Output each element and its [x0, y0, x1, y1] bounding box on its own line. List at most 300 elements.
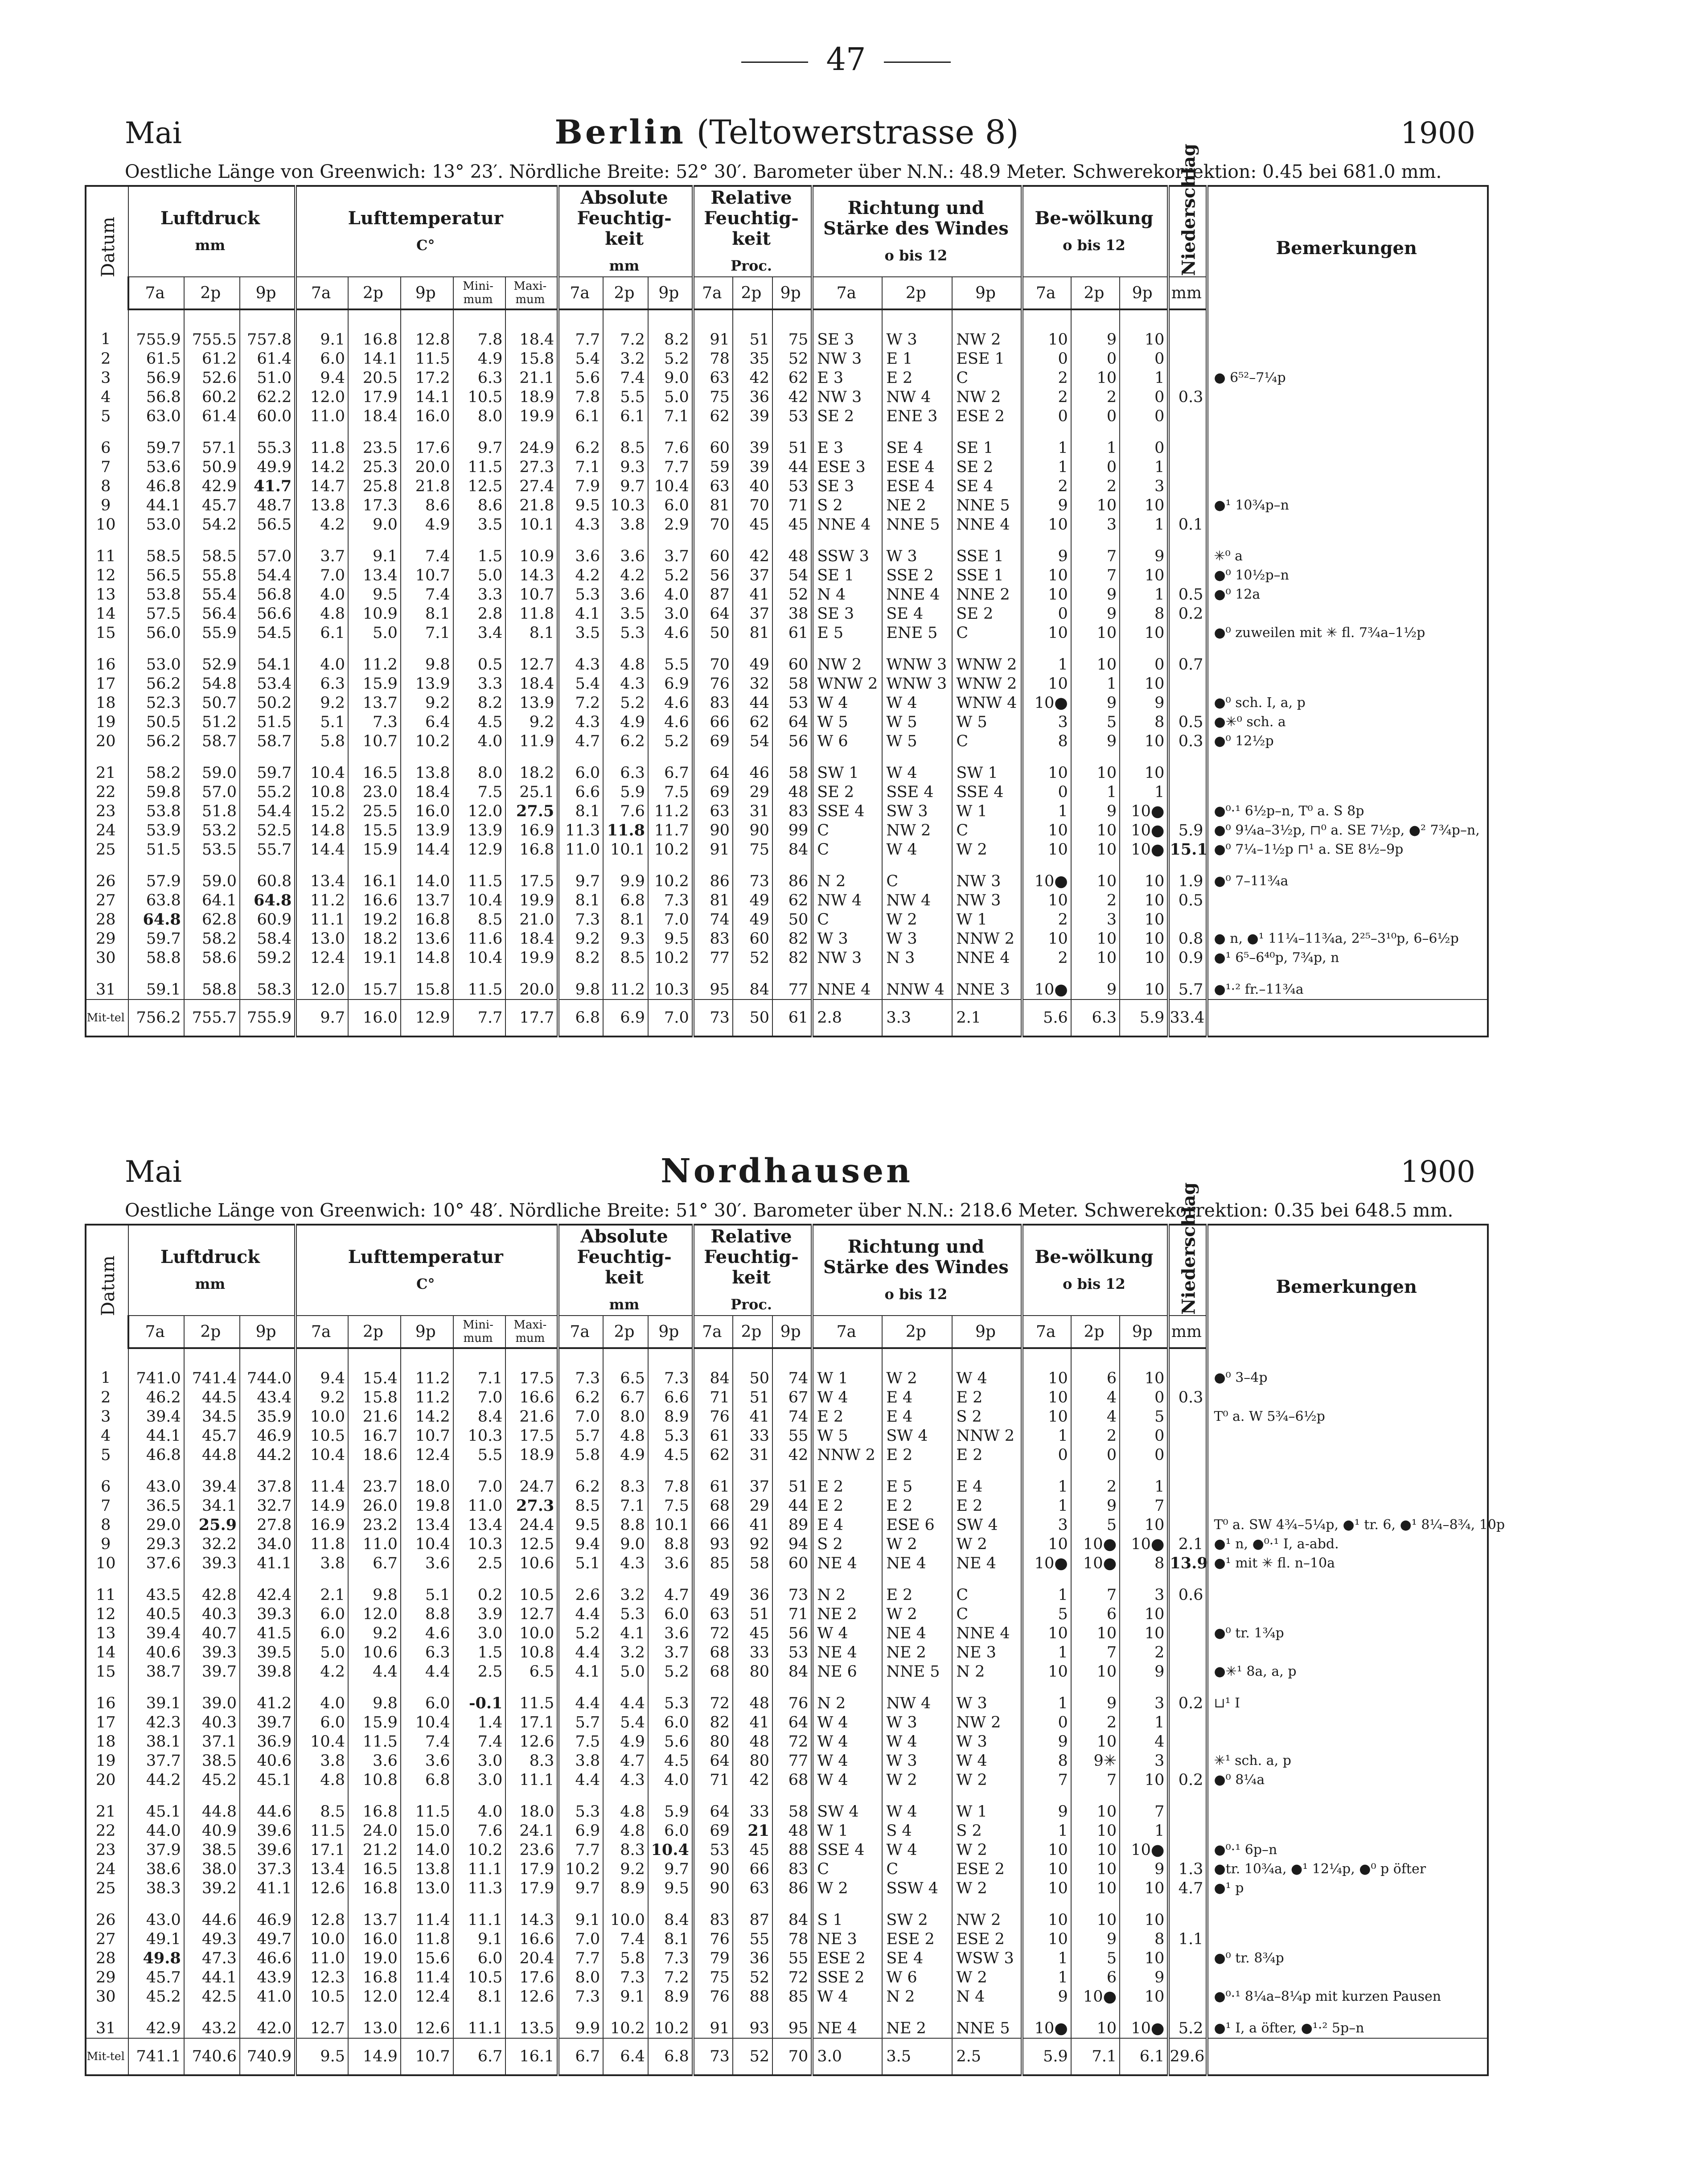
value-cell: 14.7: [296, 477, 348, 496]
day-row: [86, 496, 1488, 515]
value-cell: 9.4: [296, 368, 348, 387]
value-cell: 50: [733, 1348, 772, 1388]
remark-cell: ●⁰ zuweilen mit ✳ fl. 7¾a–1½p: [1207, 623, 1488, 642]
value-cell: 75: [733, 840, 772, 859]
value-cell: 44.8: [184, 1789, 240, 1821]
value-cell: 8.0: [603, 1407, 648, 1426]
value-cell: 6.0: [296, 1604, 348, 1624]
value-cell: SW 2: [882, 1898, 952, 1929]
value-cell: NNE 2: [952, 585, 1022, 604]
value-cell: SSE 2: [812, 1968, 882, 1987]
day-row: [86, 1573, 1488, 1604]
value-cell: W 4: [882, 751, 952, 782]
value-cell: 10: [1120, 1515, 1168, 1534]
value-cell: 35: [733, 349, 772, 368]
value-cell: 7.7: [453, 999, 506, 1036]
value-cell: 5.6: [1022, 999, 1071, 1036]
value-cell: 10.8: [348, 1770, 401, 1789]
bemerkungen-header-text: Bemerkungen: [1276, 1276, 1417, 1297]
value-cell: 42.5: [184, 1987, 240, 2006]
value-cell: NE 2: [882, 1643, 952, 1662]
value-cell: 6.7: [558, 2038, 603, 2075]
value-cell: NNW 2: [812, 1445, 882, 1464]
value-cell: 1.5: [453, 534, 506, 566]
value-cell: 51: [772, 426, 812, 457]
value-cell: 68: [693, 1643, 733, 1662]
value-cell: 66: [733, 1859, 772, 1879]
value-cell: W 5: [952, 712, 1022, 732]
value-cell: 36.9: [240, 1732, 296, 1751]
rel-feuchte-header-text: Relative Feuchtig-keit: [704, 187, 799, 249]
value-cell: 5.2: [648, 566, 693, 585]
value-cell: 10.8: [505, 1643, 558, 1662]
value-cell: 8.8: [648, 1534, 693, 1554]
value-cell: 0: [1022, 1445, 1071, 1464]
value-cell: 3.7: [648, 1643, 693, 1662]
value-cell: 84: [772, 840, 812, 859]
value-cell: 10: [1022, 891, 1071, 910]
station-name: Nordhausen: [661, 1152, 913, 1190]
value-cell: 5: [1022, 1604, 1071, 1624]
value-cell: 73: [733, 859, 772, 891]
value-cell: 0: [1022, 349, 1071, 368]
value-cell: 4.9: [453, 349, 506, 368]
value-cell: [1168, 1732, 1207, 1751]
value-cell: ESE 3: [812, 457, 882, 477]
day-cell: Mit-tel: [86, 999, 128, 1036]
wind-header-text: Richtung und Stärke des Windes: [823, 1236, 1009, 1278]
value-cell: 48: [733, 1681, 772, 1713]
time-header: 7a: [693, 277, 733, 309]
day-cell: 3: [86, 368, 128, 387]
value-cell: 0.3: [1168, 732, 1207, 751]
value-cell: 37.7: [128, 1751, 184, 1770]
value-cell: 0: [1120, 407, 1168, 426]
value-cell: 73: [772, 1573, 812, 1604]
value-cell: 2.8: [453, 604, 506, 623]
value-cell: NW 3: [812, 349, 882, 368]
day-cell: 14: [86, 1643, 128, 1662]
value-cell: 12.5: [505, 1534, 558, 1554]
value-cell: 16.0: [348, 1929, 401, 1949]
value-cell: 9: [1120, 1968, 1168, 1987]
value-cell: SW 1: [812, 751, 882, 782]
value-cell: 10.5: [453, 1968, 506, 1987]
time-header: 9p: [240, 1316, 296, 1348]
wind-header-text: Richtung und Stärke des Windes: [823, 197, 1009, 239]
station-name: Berlin: [554, 113, 686, 152]
luftdruck-header: [128, 1225, 296, 1316]
value-cell: E 2: [882, 1573, 952, 1604]
remark-cell: T⁰ a. SW 4¾–5¼p, ●¹ tr. 6, ●¹ 8¼–8¾, 10p: [1207, 1515, 1488, 1534]
value-cell: 45: [733, 515, 772, 534]
value-cell: 51: [733, 1604, 772, 1624]
remark-cell: ⊔¹ I: [1207, 1681, 1488, 1713]
value-cell: 3.6: [603, 585, 648, 604]
day-cell: 26: [86, 1898, 128, 1929]
value-cell: 11.9: [505, 732, 558, 751]
remark-cell: ●¹ n, ●⁰·¹ I, a-abd.: [1207, 1534, 1488, 1554]
value-cell: 4.0: [648, 1770, 693, 1789]
value-cell: 39.3: [240, 1604, 296, 1624]
value-cell: N 4: [952, 1987, 1022, 2006]
value-cell: 10: [1071, 1821, 1120, 1840]
value-cell: 58: [772, 1789, 812, 1821]
dash-left: [741, 62, 808, 63]
value-cell: 58.5: [128, 534, 184, 566]
value-cell: 10: [1071, 840, 1120, 859]
day-cell: 6: [86, 1464, 128, 1496]
value-cell: 11.1: [505, 1770, 558, 1789]
remark-cell: [1207, 407, 1488, 426]
value-cell: SSE 4: [952, 782, 1022, 802]
value-cell: 10.3: [648, 967, 693, 999]
value-cell: E 2: [882, 1445, 952, 1464]
value-cell: 10: [1071, 751, 1120, 782]
value-cell: 755.9: [240, 999, 296, 1036]
value-cell: 51.2: [184, 712, 240, 732]
value-cell: SE 4: [882, 426, 952, 457]
value-cell: SW 4: [882, 1426, 952, 1445]
remark-cell: [1207, 2038, 1488, 2075]
value-cell: 9.3: [603, 929, 648, 948]
value-cell: 5.3: [648, 1681, 693, 1713]
day-cell: 28: [86, 1949, 128, 1968]
value-cell: 6.0: [648, 1821, 693, 1840]
value-cell: 18.4: [505, 309, 558, 349]
value-cell: 38.1: [128, 1732, 184, 1751]
value-cell: 51.8: [184, 802, 240, 821]
value-cell: 7.5: [648, 1496, 693, 1515]
value-cell: SE 2: [952, 457, 1022, 477]
value-cell: 10: [1071, 929, 1120, 948]
value-cell: [1168, 1426, 1207, 1445]
value-cell: 39.2: [184, 1879, 240, 1898]
value-cell: 8.8: [603, 1515, 648, 1534]
day-cell: 27: [86, 1929, 128, 1949]
value-cell: W 2: [882, 1348, 952, 1388]
value-cell: 9.1: [558, 1898, 603, 1929]
header-row-main: [86, 186, 1488, 277]
value-cell: E 4: [882, 1388, 952, 1407]
value-cell: NW 2: [952, 1713, 1022, 1732]
value-cell: 87: [693, 585, 733, 604]
value-cell: 3.7: [648, 534, 693, 566]
value-cell: 37.3: [240, 1859, 296, 1879]
value-cell: 54.1: [240, 642, 296, 674]
value-cell: 38.5: [184, 1751, 240, 1770]
value-cell: 45.7: [184, 1426, 240, 1445]
value-cell: 12.4: [401, 1445, 453, 1464]
value-cell: 9: [1071, 585, 1120, 604]
niederschlag-header-text: Niederschlag: [1178, 144, 1199, 276]
value-cell: 18.9: [505, 387, 558, 407]
value-cell: NE 2: [882, 2006, 952, 2038]
value-cell: 3.3: [882, 999, 952, 1036]
value-cell: 21.0: [505, 910, 558, 929]
value-cell: 10.1: [603, 840, 648, 859]
value-cell: 7.4: [401, 534, 453, 566]
value-cell: NE 6: [812, 1662, 882, 1681]
value-cell: 755.5: [184, 309, 240, 349]
value-cell: 6.0: [296, 349, 348, 368]
value-cell: 27.3: [505, 1496, 558, 1515]
value-cell: 84: [772, 1898, 812, 1929]
bewoelkung-header-text: Be-wölkung: [1035, 207, 1154, 229]
value-cell: 1: [1022, 426, 1071, 457]
value-cell: W 6: [882, 1968, 952, 1987]
value-cell: 39.8: [240, 1662, 296, 1681]
value-cell: W 1: [812, 1348, 882, 1388]
value-cell: NNE 4: [952, 1624, 1022, 1643]
value-cell: W 5: [812, 712, 882, 732]
value-cell: 6: [1071, 1348, 1120, 1388]
value-cell: 16.6: [505, 1929, 558, 1949]
value-cell: 11.8: [296, 426, 348, 457]
value-cell: 9.2: [603, 1859, 648, 1879]
value-cell: 6.2: [558, 1464, 603, 1496]
value-cell: W 4: [882, 840, 952, 859]
value-cell: 10: [1071, 1624, 1120, 1643]
value-cell: W 4: [812, 1770, 882, 1789]
value-cell: WSW 3: [952, 1949, 1022, 1968]
value-cell: N 2: [952, 1662, 1022, 1681]
value-cell: 10: [1120, 1770, 1168, 1789]
value-cell: 8.5: [603, 426, 648, 457]
value-cell: NE 2: [812, 1604, 882, 1624]
value-cell: W 4: [882, 1789, 952, 1821]
value-cell: 72: [693, 1624, 733, 1643]
value-cell: 58.3: [240, 967, 296, 999]
rel-feuchte-header: [693, 1225, 812, 1316]
value-cell: 58.4: [240, 929, 296, 948]
value-cell: 42.3: [128, 1713, 184, 1732]
remark-cell: [1207, 642, 1488, 674]
value-cell: 0.5: [453, 642, 506, 674]
value-cell: 10: [1120, 674, 1168, 693]
value-cell: 8.2: [648, 309, 693, 349]
value-cell: E 3: [812, 426, 882, 457]
value-cell: 55: [772, 1426, 812, 1445]
day-cell: 22: [86, 782, 128, 802]
value-cell: 6.5: [603, 1348, 648, 1388]
value-cell: 9.2: [505, 712, 558, 732]
day-cell: 23: [86, 802, 128, 821]
value-cell: 16.7: [348, 1426, 401, 1445]
value-cell: 59.0: [184, 751, 240, 782]
time-header: 9p: [401, 277, 453, 309]
value-cell: 48.7: [240, 496, 296, 515]
value-cell: 10.3: [603, 496, 648, 515]
value-cell: 7.4: [401, 585, 453, 604]
day-row: [86, 1732, 1488, 1751]
value-cell: 52: [772, 349, 812, 368]
value-cell: 10●: [1071, 1987, 1120, 2006]
value-cell: 45.2: [184, 1770, 240, 1789]
value-cell: 21.6: [348, 1407, 401, 1426]
value-cell: 4.7: [558, 732, 603, 751]
value-cell: E 4: [812, 1515, 882, 1534]
value-cell: 13.0: [348, 2006, 401, 2038]
value-cell: 10.2: [648, 859, 693, 891]
value-cell: 41.1: [240, 1879, 296, 1898]
niederschlag-header-text: Niederschlag: [1178, 1182, 1199, 1315]
value-cell: [1168, 349, 1207, 368]
value-cell: 61: [772, 999, 812, 1036]
value-cell: W 2: [812, 1879, 882, 1898]
value-cell: 52: [733, 1968, 772, 1987]
value-cell: 69: [693, 1821, 733, 1840]
value-cell: 34.1: [184, 1496, 240, 1515]
value-cell: 4.4: [558, 1604, 603, 1624]
value-cell: 11.8: [401, 1929, 453, 1949]
value-cell: 0.3: [1168, 1388, 1207, 1407]
day-cell: 9: [86, 1534, 128, 1554]
value-cell: 11.0: [296, 407, 348, 426]
value-cell: 3.0: [453, 1751, 506, 1770]
day-cell: 7: [86, 1496, 128, 1515]
value-cell: 51: [733, 1388, 772, 1407]
value-cell: 69: [693, 732, 733, 751]
value-cell: 3.9: [453, 1604, 506, 1624]
value-cell: 16.9: [296, 1515, 348, 1534]
value-cell: 755.9: [128, 309, 184, 349]
value-cell: 40.3: [184, 1604, 240, 1624]
value-cell: [1168, 1407, 1207, 1426]
station-nordhausen: [85, 1152, 1505, 2076]
remark-cell: ●⁰ sch. I, a, p: [1207, 693, 1488, 712]
value-cell: NW 3: [952, 891, 1022, 910]
title-row: [85, 113, 1489, 158]
value-cell: 53: [772, 407, 812, 426]
value-cell: 64: [693, 604, 733, 623]
value-cell: 10.5: [453, 387, 506, 407]
value-cell: 6.0: [648, 496, 693, 515]
value-cell: W 5: [882, 712, 952, 732]
value-cell: 62: [772, 891, 812, 910]
value-cell: 8.5: [603, 948, 648, 967]
day-cell: 20: [86, 1770, 128, 1789]
value-cell: 4.4: [348, 1662, 401, 1681]
value-cell: 42.0: [240, 2006, 296, 2038]
value-cell: 58: [733, 1554, 772, 1573]
value-cell: 10: [1022, 1859, 1071, 1879]
value-cell: NNE 5: [952, 496, 1022, 515]
value-cell: 57.0: [184, 782, 240, 802]
value-cell: 10.4: [296, 751, 348, 782]
value-cell: 5.8: [296, 732, 348, 751]
value-cell: N 4: [812, 585, 882, 604]
value-cell: 58.8: [184, 967, 240, 999]
value-cell: 36: [733, 1573, 772, 1604]
day-row: [86, 1662, 1488, 1681]
value-cell: 11.8: [505, 604, 558, 623]
value-cell: [1168, 623, 1207, 642]
value-cell: [1168, 407, 1207, 426]
value-cell: 5.7: [558, 1713, 603, 1732]
value-cell: 90: [693, 821, 733, 840]
value-cell: 3.0: [453, 1624, 506, 1643]
value-cell: 5.2: [648, 1662, 693, 1681]
value-cell: 44.2: [240, 1445, 296, 1464]
value-cell: 9.5: [648, 929, 693, 948]
day-row: [86, 821, 1488, 840]
value-cell: 0: [1071, 349, 1120, 368]
remark-cell: [1207, 910, 1488, 929]
value-cell: 10: [1071, 1732, 1120, 1751]
value-cell: NE 4: [812, 1554, 882, 1573]
day-row: [86, 1407, 1488, 1426]
remark-cell: [1207, 1426, 1488, 1445]
value-cell: 12.3: [296, 1968, 348, 1987]
value-cell: 15.5: [348, 821, 401, 840]
remark-cell: ●⁰ 10½p–n: [1207, 566, 1488, 585]
value-cell: 10: [1022, 1879, 1071, 1898]
time-header: 7a: [128, 1316, 184, 1348]
value-cell: 9.2: [401, 693, 453, 712]
value-cell: W 4: [882, 1732, 952, 1751]
value-cell: 52.3: [128, 693, 184, 712]
value-cell: N 2: [882, 1987, 952, 2006]
value-cell: 9.7: [648, 1859, 693, 1879]
value-cell: 32.7: [240, 1496, 296, 1515]
value-cell: 45.1: [240, 1770, 296, 1789]
day-row: [86, 534, 1488, 566]
value-cell: 1: [1022, 1573, 1071, 1604]
value-cell: 3: [1022, 712, 1071, 732]
value-cell: 11.8: [296, 1534, 348, 1554]
value-cell: 17.1: [505, 1713, 558, 1732]
value-cell: 7.6: [603, 802, 648, 821]
value-cell: 60: [733, 929, 772, 948]
value-cell: 64: [772, 1713, 812, 1732]
value-cell: 83: [693, 929, 733, 948]
station-title: [85, 113, 1489, 152]
value-cell: 10: [1022, 623, 1071, 642]
value-cell: 32.2: [184, 1534, 240, 1554]
value-cell: [1168, 496, 1207, 515]
remark-cell: T⁰ a. W 5¾–6½p: [1207, 1407, 1488, 1426]
value-cell: 8.4: [453, 1407, 506, 1426]
value-cell: 4.3: [558, 712, 603, 732]
value-cell: 56.8: [240, 585, 296, 604]
value-cell: 6.9: [558, 1821, 603, 1840]
value-cell: 4.4: [401, 1662, 453, 1681]
value-cell: 757.8: [240, 309, 296, 349]
value-cell: 10: [1022, 1388, 1071, 1407]
value-cell: 19.9: [505, 407, 558, 426]
value-cell: 45.7: [128, 1968, 184, 1987]
value-cell: 43.5: [128, 1573, 184, 1604]
value-cell: 2.1: [1168, 1534, 1207, 1554]
value-cell: 8.6: [453, 496, 506, 515]
value-cell: 3: [1120, 1573, 1168, 1604]
value-cell: 9.0: [348, 515, 401, 534]
value-cell: 10: [1022, 1929, 1071, 1949]
remark-cell: ●⁰ 3–4p: [1207, 1348, 1488, 1388]
value-cell: 11.1: [453, 1859, 506, 1879]
value-cell: 3.2: [603, 1643, 648, 1662]
value-cell: 1: [1120, 457, 1168, 477]
value-cell: ESE 4: [882, 457, 952, 477]
value-cell: E 2: [952, 1496, 1022, 1515]
value-cell: 38.7: [128, 1662, 184, 1681]
value-cell: 1.5: [453, 1643, 506, 1662]
value-cell: 10: [1071, 623, 1120, 642]
value-cell: 2: [1071, 1464, 1120, 1496]
value-cell: 70: [693, 642, 733, 674]
time-header: 9p: [772, 277, 812, 309]
